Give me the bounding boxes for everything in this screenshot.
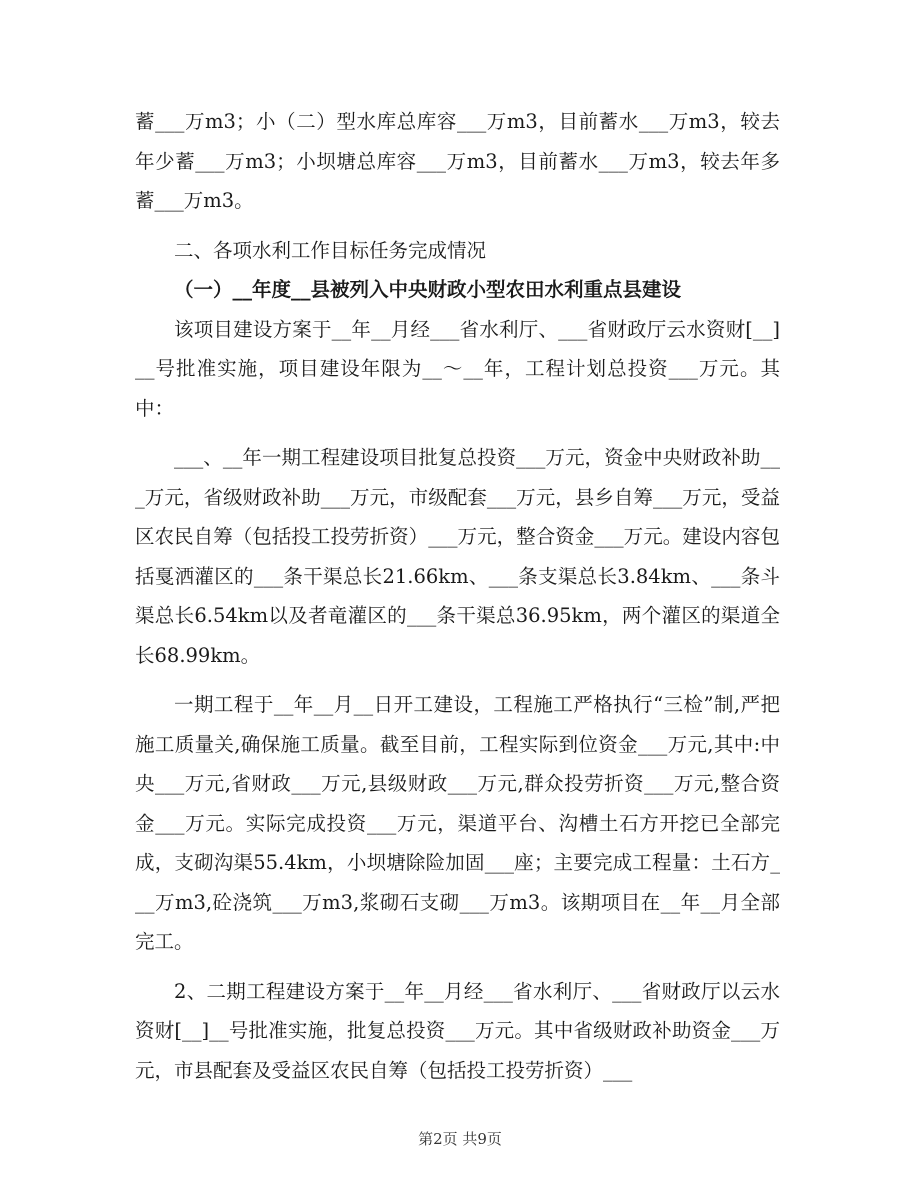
page-number: 第2页 共9页 (418, 1130, 502, 1148)
paragraph-reservoir-storage: 蓄___万m3；小（二）型水库总库容___万m3，目前蓄水___万m3，较去年少蓄___万m3；小坝塘总库容___万m3，目前蓄水___万m3，较去年多蓄___万m3。 (135, 110, 780, 212)
paragraph-gap (135, 962, 780, 972)
paragraph-gap (135, 675, 780, 685)
document-body (135, 102, 780, 1090)
paragraph-gap (135, 428, 780, 438)
section-heading: 二、各项水利工作目标任务完成情况 (174, 238, 487, 262)
paragraph-gap (135, 221, 780, 231)
paragraph-phase-two-plan: 2、二期工程建设方案于__年__月经___省水利厅、___省财政厅以云水资财[__]__号批准实施，批复总投资___万元。其中省级财政补助资金___万元，市县配套及受益区农民自筹（包括投工投劳折资）___ (135, 979, 780, 1082)
paragraph-phase-one-progress: 一期工程于__年__月__日开工建设，工程施工严格执行“三检”制,严把施工质量关,确保施工质量。截至目前，工程实际到位资金___万元,其中:中央___万元,省财政___万元,县级财政___万元,群众投劳折资___万元,整合资金___万元。实际完成投资___万元，渠道平台、沟槽土石方开挖已全部完成，支砌沟渠55.4km，小坝塘除险加固___座；主要完成工程量：土石方___万m3,砼浇筑___万m3,浆砌石支砌___万m3。该期项目在__年__月全部完工。 (135, 693, 780, 953)
paragraph-project-plan: 该项目建设方案于__年__月经___省水利厅、___省财政厅云水资财[__]__号批准实施，项目建设年限为__～__年，工程计划总投资___万元。其中： (135, 317, 780, 420)
subsection-heading: （一）__年度__县被列入中央财政小型农田水利重点县建设 (174, 278, 682, 301)
paragraph-phase-one-investment: ___、__年一期工程建设项目批复总投资___万元，资金中央财政补助___万元，省级财政补助___万元，市级配套___万元，县乡自筹___万元，受益区农民自筹（包括投工投劳折资）___万元，整合资金___万元。建设内容包括戛洒灌区的___条干渠总长21.66km、___条支渠总长3.84km、___条斗渠总长6.54km以及者竜灌区的___条干渠总36.95km，两个灌区的渠道全长68.99km。 (135, 446, 780, 667)
